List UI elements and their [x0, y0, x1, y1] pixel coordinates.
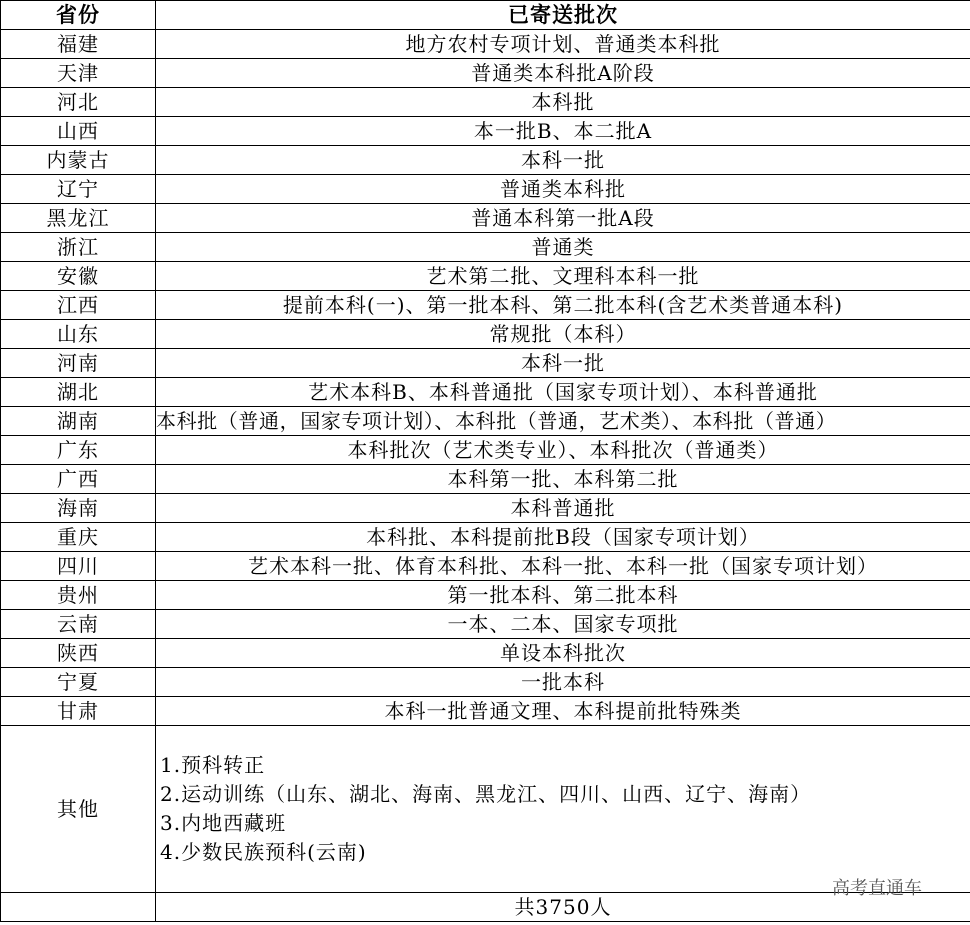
- province-cell: 江西: [1, 291, 156, 320]
- table-row: [1, 465, 970, 494]
- batches-cell: 艺术第二批、文理科本科一批: [156, 262, 970, 291]
- batches-cell: 普通类: [156, 233, 970, 262]
- list-item: 4.少数民族预科(云南): [160, 840, 367, 864]
- batches-cell: 本科批、本科提前批B段（国家专项计划）: [156, 523, 970, 552]
- total-row: [1, 893, 970, 922]
- table-row: [1, 639, 970, 668]
- table-row: [1, 581, 970, 610]
- province-cell: 重庆: [1, 523, 156, 552]
- table-row: [1, 523, 970, 552]
- other-row: [1, 726, 970, 893]
- province-cell: 黑龙江: [1, 204, 156, 233]
- other-label: 其他: [1, 726, 156, 893]
- table-row: [1, 59, 970, 88]
- table-header-row: [1, 1, 970, 30]
- table-row: [1, 494, 970, 523]
- list-item: 2.运动训练（山东、湖北、海南、黑龙江、四川、山西、辽宁、海南）: [160, 782, 812, 806]
- table-row: [1, 668, 970, 697]
- table-row: [1, 349, 970, 378]
- table-row: [1, 407, 970, 436]
- batches-cell: 艺术本科B、本科普通批（国家专项计划）、本科普通批: [156, 378, 970, 407]
- batches-cell: 本科批: [156, 88, 970, 117]
- list-item: 3.内地西藏班: [160, 811, 287, 835]
- province-cell: 云南: [1, 610, 156, 639]
- province-cell: 山西: [1, 117, 156, 146]
- batches-cell: 一本、二本、国家专项批: [156, 610, 970, 639]
- province-cell: 广东: [1, 436, 156, 465]
- total-value: 共3750人: [156, 893, 970, 922]
- watermark-text: 高考直通车: [832, 878, 922, 899]
- table-row: [1, 204, 970, 233]
- province-cell: 广西: [1, 465, 156, 494]
- province-cell: 河南: [1, 349, 156, 378]
- province-cell: 甘肃: [1, 697, 156, 726]
- header-province: 省份: [1, 1, 156, 30]
- batches-cell: 本科一批普通文理、本科提前批特殊类: [156, 697, 970, 726]
- province-cell: 海南: [1, 494, 156, 523]
- province-cell: 宁夏: [1, 668, 156, 697]
- province-cell: 山东: [1, 320, 156, 349]
- table-row: [1, 175, 970, 204]
- table-row: [1, 320, 970, 349]
- province-cell: 辽宁: [1, 175, 156, 204]
- header-batches: 已寄送批次: [156, 1, 970, 30]
- list-item: 1.预科转正: [160, 753, 266, 777]
- province-cell: 贵州: [1, 581, 156, 610]
- province-cell: 湖南: [1, 407, 156, 436]
- batches-cell: 一批本科: [156, 668, 970, 697]
- province-cell: 陕西: [1, 639, 156, 668]
- table-row: [1, 117, 970, 146]
- table-row: [1, 697, 970, 726]
- table-row: [1, 30, 970, 59]
- province-cell: 湖北: [1, 378, 156, 407]
- batches-cell: 本一批B、本二批A: [156, 117, 970, 146]
- province-cell: 浙江: [1, 233, 156, 262]
- province-cell: 四川: [1, 552, 156, 581]
- batches-cell: 第一批本科、第二批本科: [156, 581, 970, 610]
- table-row: [1, 233, 970, 262]
- other-list: [156, 726, 970, 893]
- batches-cell: 普通类本科批: [156, 175, 970, 204]
- batches-cell: 本科普通批: [156, 494, 970, 523]
- table-row: [1, 552, 970, 581]
- province-cell: 安徽: [1, 262, 156, 291]
- total-label-cell: [1, 893, 156, 922]
- batches-cell: 本科批次（艺术类专业）、本科批次（普通类）: [156, 436, 970, 465]
- batches-cell: 地方农村专项计划、普通类本科批: [156, 30, 970, 59]
- batches-cell: 普通类本科批A阶段: [156, 59, 970, 88]
- table-row: [1, 291, 970, 320]
- province-cell: 福建: [1, 30, 156, 59]
- batches-cell: 本科一批: [156, 146, 970, 175]
- batches-cell: 单设本科批次: [156, 639, 970, 668]
- table-row: [1, 262, 970, 291]
- province-cell: 天津: [1, 59, 156, 88]
- province-cell: 内蒙古: [1, 146, 156, 175]
- batches-cell: 本科第一批、本科第二批: [156, 465, 970, 494]
- table-row: [1, 146, 970, 175]
- batches-cell: 本科一批: [156, 349, 970, 378]
- table-row: [1, 610, 970, 639]
- batches-cell: 艺术本科一批、体育本科批、本科一批、本科一批（国家专项计划）: [156, 552, 970, 581]
- table-row: [1, 378, 970, 407]
- batches-cell: 常规批（本科）: [156, 320, 970, 349]
- table-row: [1, 436, 970, 465]
- batches-cell: 普通本科第一批A段: [156, 204, 970, 233]
- batches-cell: 本科批（普通，国家专项计划）、本科批（普通，艺术类）、本科批（普通）: [156, 407, 970, 436]
- province-cell: 河北: [1, 88, 156, 117]
- batches-cell: 提前本科(一)、第一批本科、第二批本科(含艺术类普通本科): [156, 291, 970, 320]
- table-row: [1, 88, 970, 117]
